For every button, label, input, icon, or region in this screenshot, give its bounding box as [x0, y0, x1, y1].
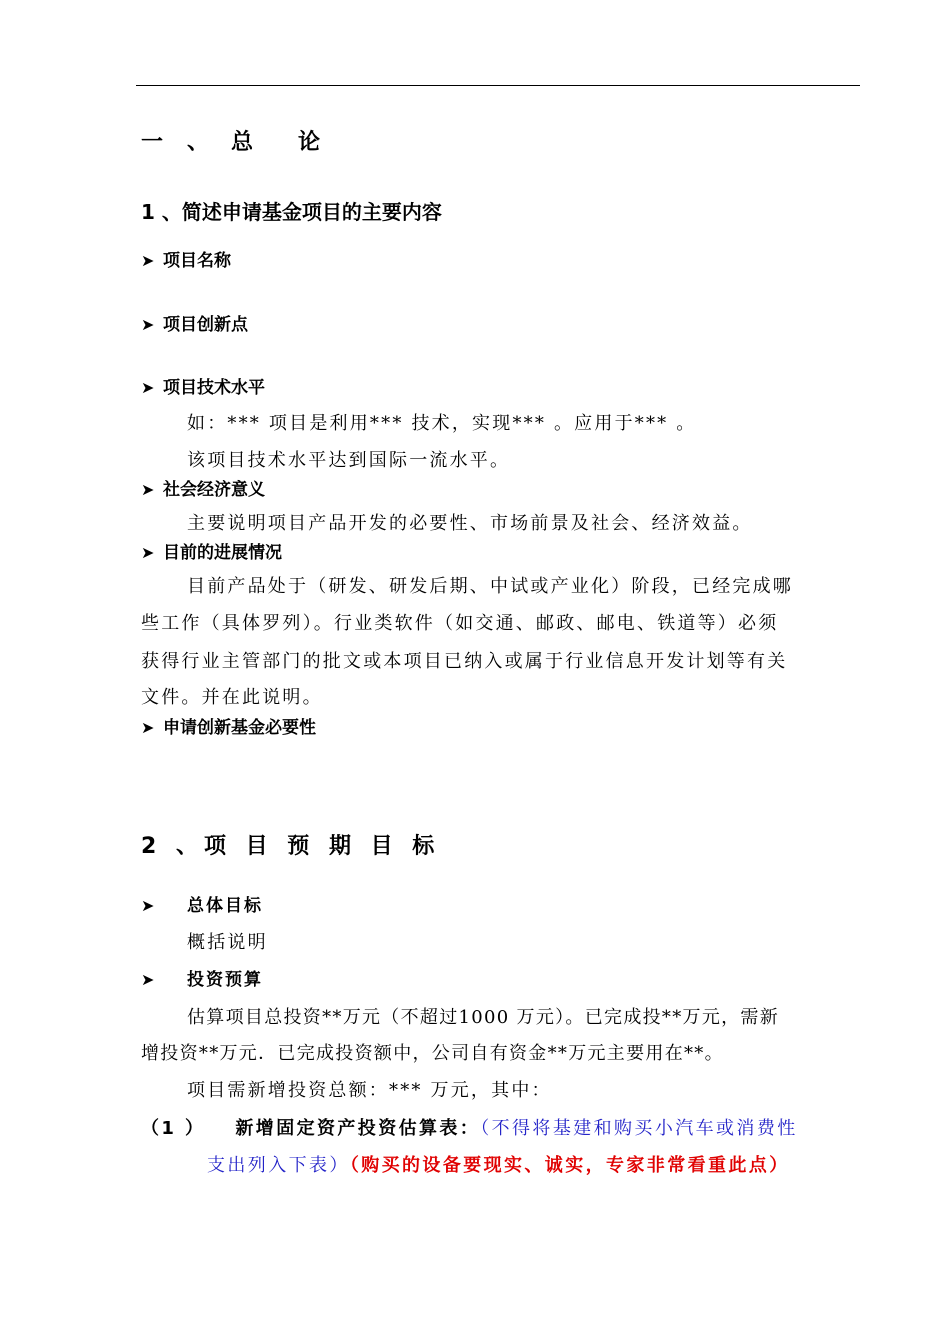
bullet-innovation: ➤ 项目创新点	[141, 315, 248, 335]
budget-line: 增投资**万元．已完成投资额中，公司自有资金**万元主要用在**。	[141, 1043, 724, 1064]
arrow-bullet-icon: ➤	[141, 718, 155, 737]
header-rule	[136, 85, 860, 86]
arrow-bullet-icon: ➤	[141, 378, 155, 397]
progress-line: 获得行业主管部门的批文或本项目已纳入或属于行业信息开发计划等有关	[141, 651, 788, 672]
bullet-social: ➤ 社会经济意义	[141, 480, 265, 500]
section-2-title: 2 、项 目 预 期 目 标	[141, 834, 441, 859]
bullet-tech-level: ➤ 项目技术水平	[141, 378, 265, 398]
item-number: （1 ）	[141, 1118, 206, 1139]
arrow-bullet-icon: ➤	[141, 251, 155, 270]
progress-line: 文件。并在此说明。	[141, 687, 323, 708]
item-note-blue: 支出列入下表）	[207, 1155, 350, 1176]
table-item-1-cont	[207, 1157, 790, 1175]
arrow-bullet-icon: ➤	[141, 480, 155, 499]
table-item-1	[141, 1120, 798, 1138]
arrow-bullet-icon: ➤	[141, 896, 155, 915]
progress-line: 目前产品处于（研发、研发后期、中试或产业化）阶段，已经完成哪	[187, 576, 793, 597]
budget-line: 估算项目总投资**万元（不超过1000 万元）。已完成投**万元，需新	[187, 1007, 780, 1028]
title-char: 、	[187, 130, 210, 155]
item-note-blue: （不得将基建和购买小汽车或消费性	[480, 1118, 798, 1139]
item-label: 新增固定资产投资估算表：	[235, 1118, 481, 1139]
bullet-necessity: ➤ 申请创新基金必要性	[141, 718, 316, 738]
title-char: 论	[298, 130, 321, 155]
tech-line-1: 如：*** 项目是利用*** 技术，实现*** 。应用于*** 。	[187, 413, 697, 434]
arrow-bullet-icon: ➤	[141, 543, 155, 562]
arrow-bullet-icon: ➤	[141, 970, 155, 989]
bullet-budget: ➤ 投资预算	[141, 970, 263, 990]
progress-line: 些工作（具体罗列）。行业类软件（如交通、邮政、邮电、铁道等）必须	[141, 613, 779, 634]
bullet-progress: ➤ 目前的进展情况	[141, 543, 282, 563]
social-line: 主要说明项目产品开发的必要性、市场前景及社会、经济效益。	[187, 513, 753, 534]
subsection-1-title: 1 、简述申请基金项目的主要内容	[141, 200, 442, 224]
bullet-overall-goal: ➤ 总体目标	[141, 896, 263, 916]
title-char: 一	[141, 130, 164, 155]
new-investment-line: 项目需新增投资总额：*** 万元，其中：	[187, 1080, 552, 1101]
tech-line-2: 该项目技术水平达到国际一流水平。	[187, 450, 511, 471]
title-char: 总	[231, 130, 254, 155]
bullet-project-name: ➤ 项目名称	[141, 251, 231, 271]
arrow-bullet-icon: ➤	[141, 315, 155, 334]
overall-goal-text: 概括说明	[187, 932, 268, 953]
item-note-red: （购买的设备要现实、诚实，专家非常看重此点）	[349, 1155, 790, 1176]
